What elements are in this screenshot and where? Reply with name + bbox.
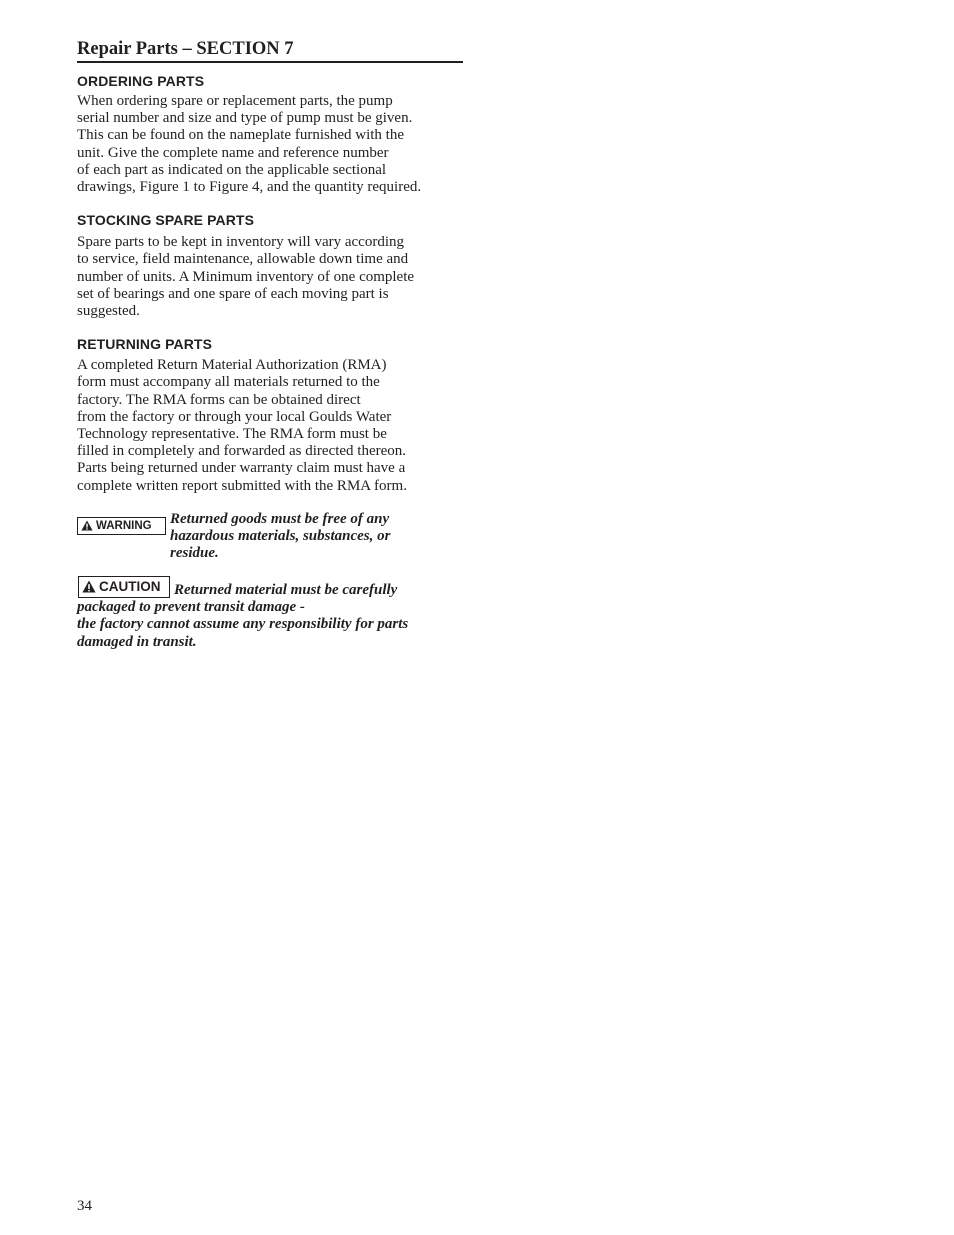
returning-parts-heading: RETURNING PARTS — [77, 336, 213, 353]
returning-parts-text: A completed Return Material Authorization (RMA) form must accompany all materials returned to the factory. The RMA forms can be obtained direct from the factory or through your local Goulds Water Technology representative. The RMA form must be filled in completely and forwarded as directed thereon. Parts being returned under warranty claim must have a complete written report submitted with the RMA form. — [77, 357, 407, 494]
warning-label: WARNING — [96, 519, 152, 532]
ordering-parts-text: When ordering spare or replacement parts, the pump serial number and size and type of pump must be given. This can be found on the nameplate furnished with the unit. Give the complete name and reference number of each part as indicated on the applicable sectional drawings, Figure 1 to Figure 4, and the quantity required. — [77, 93, 422, 196]
page-number: 34 — [77, 1198, 92, 1214]
warning-triangle-icon — [81, 520, 93, 531]
content-column — [77, 38, 463, 651]
warning-text: Returned goods must be free of any hazardous materials, substances, or residue. — [170, 510, 391, 562]
ordering-parts-heading: ORDERING PARTS — [77, 73, 205, 89]
section-title: Repair Parts – SECTION 7 — [77, 38, 463, 63]
warning-badge — [77, 517, 166, 535]
caution-text: Returned material must be carefully packaged to prevent transit damage - the factory cannot assume any responsibility for parts damaged in transit. — [77, 581, 409, 650]
warning-triangle-icon — [82, 580, 96, 593]
warning-notice — [77, 511, 463, 567]
stocking-spare-parts-heading: STOCKING SPARE PARTS — [77, 212, 255, 229]
caution-notice — [77, 579, 463, 651]
stocking-spare-parts-text: Spare parts to be kept in inventory will vary according to service, field maintenance, allowable down time and number of units. A Minimum inventory of one complete set of bearings and one spare of each moving part is suggested. — [77, 234, 415, 320]
caution-badge — [78, 576, 170, 598]
caution-label: CAUTION — [99, 579, 161, 595]
